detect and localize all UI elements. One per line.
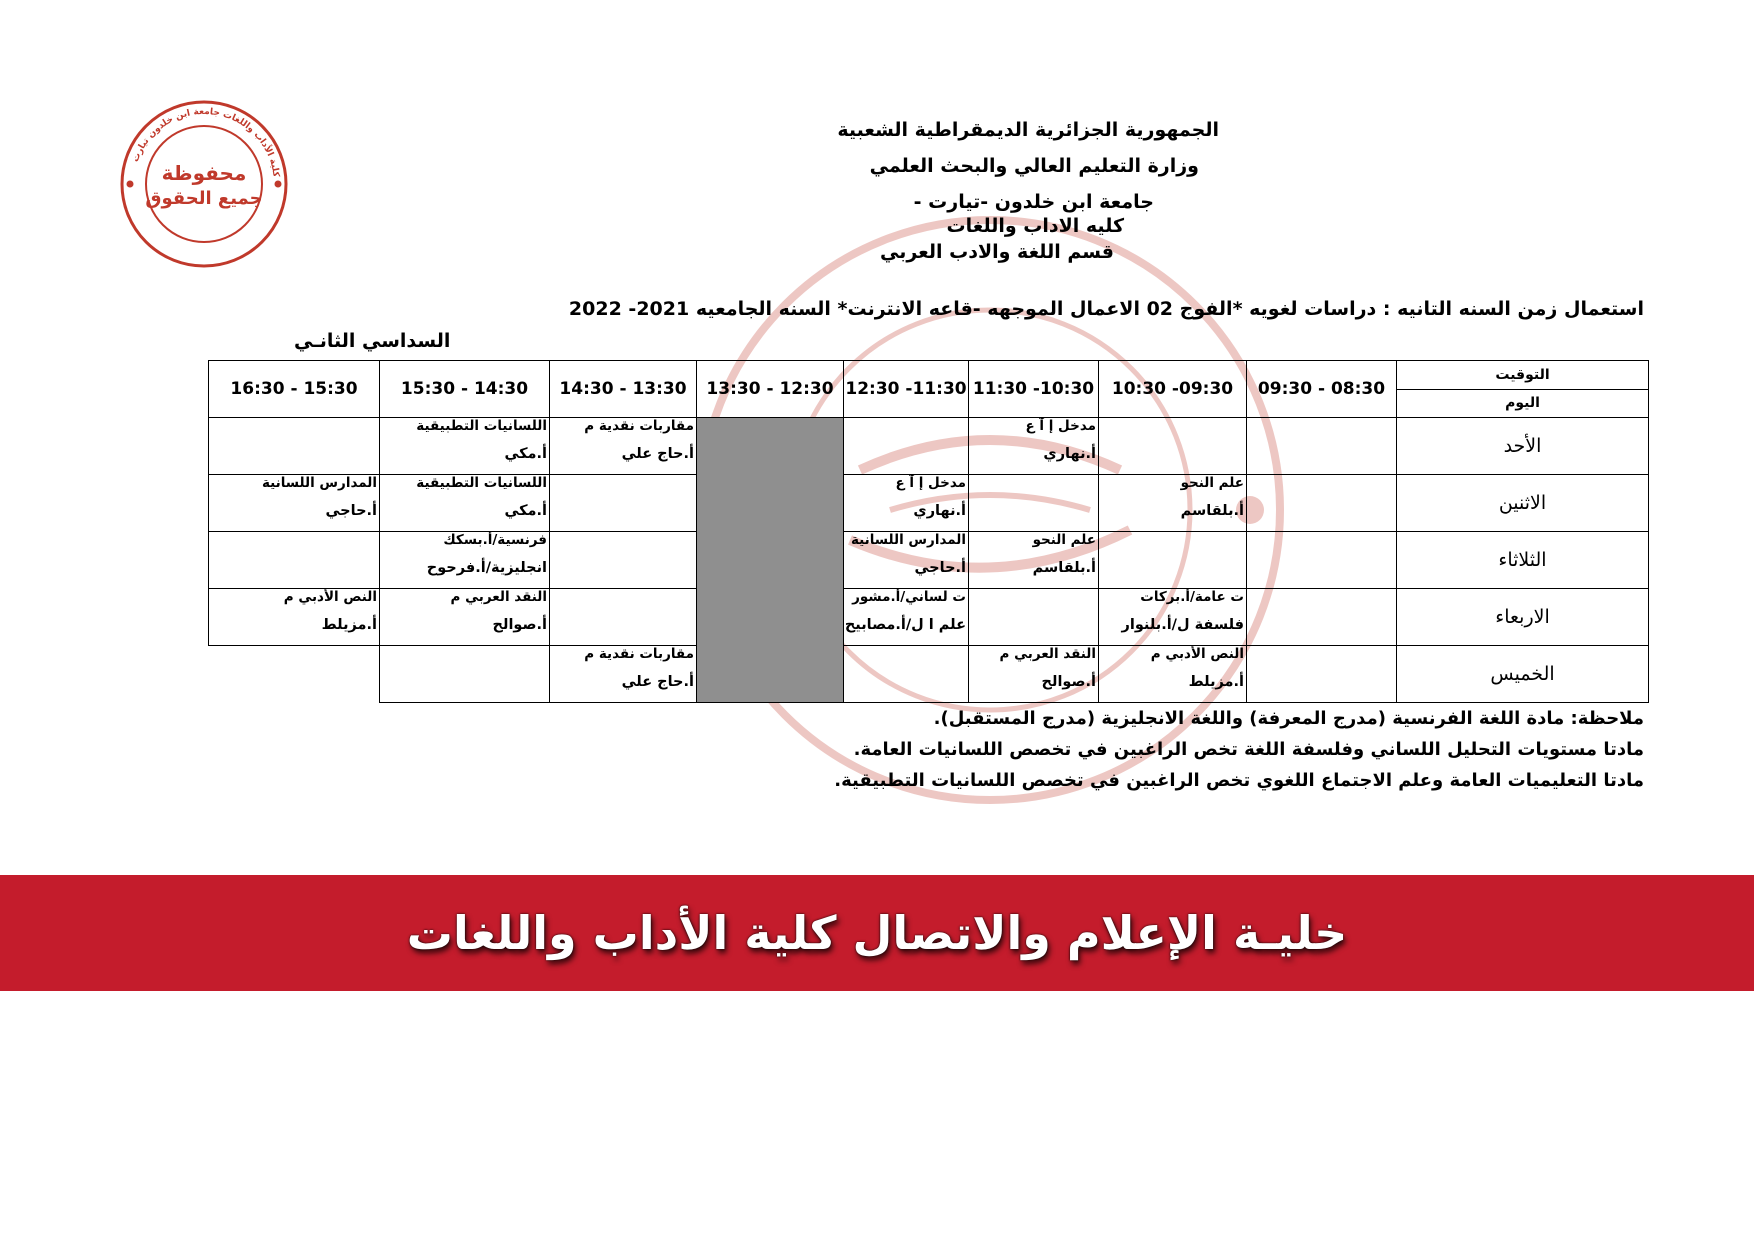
teacher-name: أ.حاج علي — [621, 674, 694, 690]
cell — [550, 532, 697, 589]
course-name: مقاربات نقدية م — [584, 646, 694, 662]
teacher-name: أ.نهاري — [1043, 446, 1096, 462]
course-name: النص الأدبي م — [283, 589, 377, 605]
cell — [380, 646, 550, 703]
footer-banner-text: خليـة الإعلام والاتصال كلية الأداب واللغات — [406, 906, 1348, 960]
header-republic: الجمهورية الجزائرية الديمقراطية الشعبية — [837, 119, 1219, 141]
teacher-name: أ.مكي — [504, 503, 547, 519]
course-name: النقد العربي م — [999, 646, 1096, 662]
table-row — [209, 646, 1649, 703]
course-name: المدارس اللسانية — [850, 532, 966, 548]
schedule-table — [208, 360, 1649, 703]
header-row — [209, 361, 1649, 418]
teacher-name: أ.مزيلط — [1188, 674, 1244, 690]
day-tuesday: الثلاثاء — [1397, 532, 1649, 589]
break-slot — [697, 418, 844, 703]
teacher-name: أ.حاجي — [325, 503, 377, 519]
cell — [969, 475, 1099, 532]
cell — [844, 418, 969, 475]
teacher-name: أ.حاجي — [914, 560, 966, 576]
seal-ring-text: كلية الأداب واللغات جامعة ابن خلدون تيارت — [130, 106, 281, 178]
time-slot-5: 12:30 - 13:30 — [697, 361, 844, 418]
cell — [1247, 418, 1397, 475]
course-name: ت عامة/أ.بركات — [1140, 589, 1244, 605]
seal-main-text-1: محفوظة — [161, 161, 247, 185]
cell — [969, 532, 1099, 589]
cell — [209, 646, 380, 703]
course-name: مدخل إ آ ع — [1025, 418, 1096, 434]
cell — [844, 475, 969, 532]
header-ministry: وزارة التعليم العالي والبحث العلمي — [869, 155, 1199, 177]
teacher-name: أ.مكي — [504, 446, 547, 462]
course-name: فرنسية/أ.بسكك — [443, 532, 547, 548]
time-slot-3: 10:30- 11:30 — [969, 361, 1099, 418]
cell — [969, 418, 1099, 475]
course-name: المدارس اللسانية — [261, 475, 377, 491]
cell — [209, 475, 380, 532]
corner-cell — [1397, 361, 1649, 418]
day-monday: الاثنين — [1397, 475, 1649, 532]
course-name: ت لساني/أ.مشور — [852, 589, 966, 605]
cell — [1247, 532, 1397, 589]
cell — [844, 646, 969, 703]
cell — [969, 646, 1099, 703]
seal-main-text-2: جميع الحقوق — [145, 188, 263, 209]
cell — [380, 589, 550, 646]
cell — [550, 646, 697, 703]
cell — [1099, 532, 1247, 589]
cell — [844, 589, 969, 646]
teacher-name: أ.صوالح — [492, 617, 547, 633]
table-row — [209, 418, 1649, 475]
note-line-2: مادتا مستويات التحليل اللساني وفلسفة اللغة تخص الراغبين في تخصص اللسانيات العامة. — [853, 739, 1644, 760]
corner-day-label: اليوم — [1505, 395, 1540, 411]
teacher-name: أ.نهاري — [913, 503, 966, 519]
cell — [969, 589, 1099, 646]
note-line-3: مادتا التعليميات العامة وعلم الاجتماع اللغوي تخص الراغبين في تخصص اللسانيات التطبيقية. — [834, 770, 1644, 791]
day-wednesday: الاربعاء — [1397, 589, 1649, 646]
university-seal — [118, 98, 290, 270]
cell — [1099, 475, 1247, 532]
teacher-name: أ.صوالح — [1041, 674, 1096, 690]
teacher-name: انجليزية/أ.فرحوح — [426, 560, 547, 576]
cell — [550, 475, 697, 532]
cell — [1247, 589, 1397, 646]
course-name: علم النحو — [1032, 532, 1096, 548]
cell — [380, 475, 550, 532]
teacher-name: أ.بلقاسم — [1180, 503, 1244, 519]
cell — [844, 532, 969, 589]
cell — [1099, 418, 1247, 475]
course-name-2: فلسفة ل/أ.بلنوار — [1121, 617, 1244, 633]
day-thursday: الخميس — [1397, 646, 1649, 703]
note-line-1: ملاحظة: مادة اللغة الفرنسية (مدرج المعرفة) واللغة الانجليزية (مدرج المستقبل). — [933, 708, 1644, 729]
cell — [1247, 475, 1397, 532]
course-name-2: علم ا ل/أ.مصابيح — [844, 617, 966, 633]
course-name: اللسانيات التطبيقية — [416, 418, 547, 434]
cell — [550, 589, 697, 646]
cell — [380, 532, 550, 589]
time-slot-4: 11:30- 12:30 — [844, 361, 969, 418]
table-row — [209, 532, 1649, 589]
teacher-name: أ.مزيلط — [321, 617, 377, 633]
cell — [209, 418, 380, 475]
time-slot-2: 09:30- 10:30 — [1099, 361, 1247, 418]
course-name: النقد العربي م — [450, 589, 547, 605]
teacher-name: أ.حاج علي — [621, 446, 694, 462]
course-name: مقاربات نقدية م — [584, 418, 694, 434]
semester-label: السداسي الثانـي — [294, 330, 451, 352]
course-name: اللسانيات التطبيقية — [416, 475, 547, 491]
cell — [1099, 589, 1247, 646]
notes-block — [834, 703, 1644, 796]
cell — [380, 418, 550, 475]
header-department: قسم اللغة والادب العربي — [879, 241, 1114, 263]
cell — [209, 532, 380, 589]
corner-time-label: التوقيت — [1397, 361, 1648, 390]
teacher-name: أ.بلقاسم — [1032, 560, 1096, 576]
time-slot-7: 14:30 - 15:30 — [380, 361, 550, 418]
cell — [1099, 646, 1247, 703]
schedule-title: استعمال زمن السنه التانيه : دراسات لغويه *الفوج 02 الاعمال الموجهه -قاعه الانترنت* السنه الجامعيه 2021- 2022 — [568, 298, 1644, 320]
table-row — [209, 475, 1649, 532]
time-slot-1: 08:30 - 09:30 — [1247, 361, 1397, 418]
cell — [1247, 646, 1397, 703]
course-name: علم النحو — [1180, 475, 1244, 491]
cell — [209, 589, 380, 646]
day-sunday: الأحد — [1397, 418, 1649, 475]
cell — [550, 418, 697, 475]
table-row — [209, 589, 1649, 646]
course-name: النص الأدبي م — [1150, 646, 1244, 662]
course-name: مدخل إ آ ع — [895, 475, 966, 491]
header-university: جامعة ابن خلدون -تيارت - — [913, 191, 1154, 213]
time-slot-8: 15:30 - 16:30 — [209, 361, 380, 418]
time-slot-6: 13:30 - 14:30 — [550, 361, 697, 418]
header-faculty: كليه الاداب واللغات — [946, 215, 1124, 237]
